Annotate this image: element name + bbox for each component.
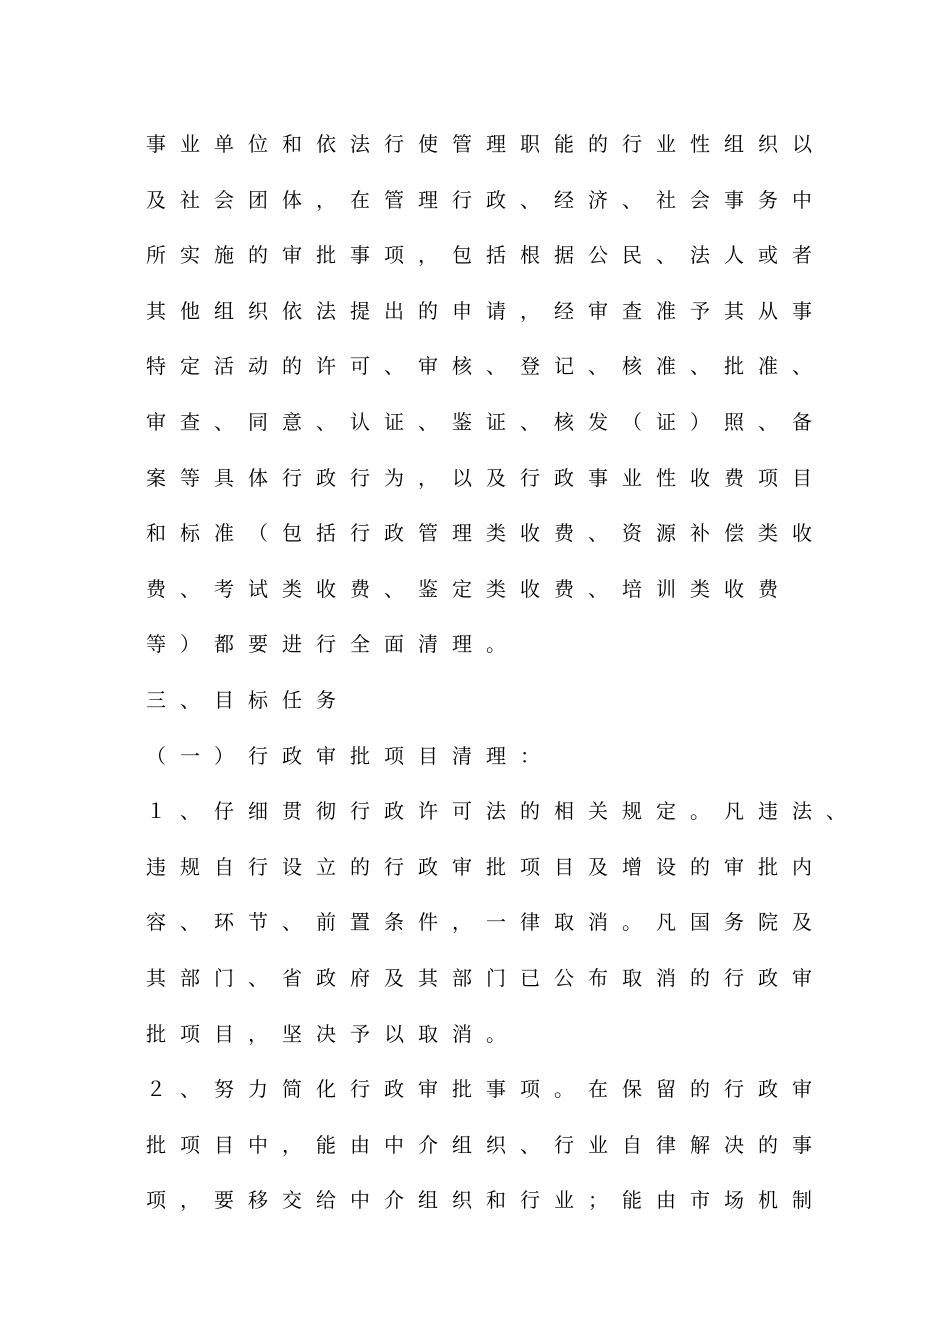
body-text: [146, 126, 860, 1238]
text-line: 批项目，坚决予以取消。: [146, 1021, 520, 1046]
text-line: ２、努力简化行政审批事项。在保留的行政审: [146, 1077, 826, 1102]
text-line: 其部门、省政府及其部门已公布取消的行政审: [146, 965, 826, 990]
text-line: 案等具体行政行为，以及行政事业性收费项目: [146, 465, 826, 490]
text-line: 违规自行设立的行政审批项目及增设的审批内: [146, 854, 826, 879]
text-line: 所实施的审批事项，包括根据公民、法人或者: [146, 243, 826, 268]
section-heading: 三、目标任务: [146, 687, 350, 712]
text-line: 事业单位和依法行使管理职能的行业性组织以: [146, 132, 826, 156]
text-line: 容、环节、前置条件，一律取消。凡国务院及: [146, 910, 826, 935]
text-line: 特定活动的许可、审核、登记、核准、批准、: [146, 354, 826, 379]
text-line: 等）都要进行全面清理。: [146, 632, 520, 657]
text-line: 费、考试类收费、鉴定类收费、培训类收费: [146, 576, 792, 601]
text-line: 批项目中，能由中介组织、行业自律解决的事: [146, 1132, 826, 1157]
subsection-heading: （一）行政审批项目清理：: [146, 743, 554, 768]
text-line: １、仔细贯彻行政许可法的相关规定。凡违法、: [146, 799, 860, 824]
text-line: 和标准（包括行政管理类收费、资源补偿类收: [146, 521, 826, 546]
text-line: 审查、同意、认证、鉴证、核发（证）照、备: [146, 409, 826, 434]
text-line: 其他组织依法提出的申请，经审查准予其从事: [146, 298, 826, 323]
text-line: 及社会团体，在管理行政、经济、社会事务中: [146, 187, 826, 212]
text-line: 项，要移交给中介组织和行业；能由市场机制: [146, 1188, 826, 1213]
